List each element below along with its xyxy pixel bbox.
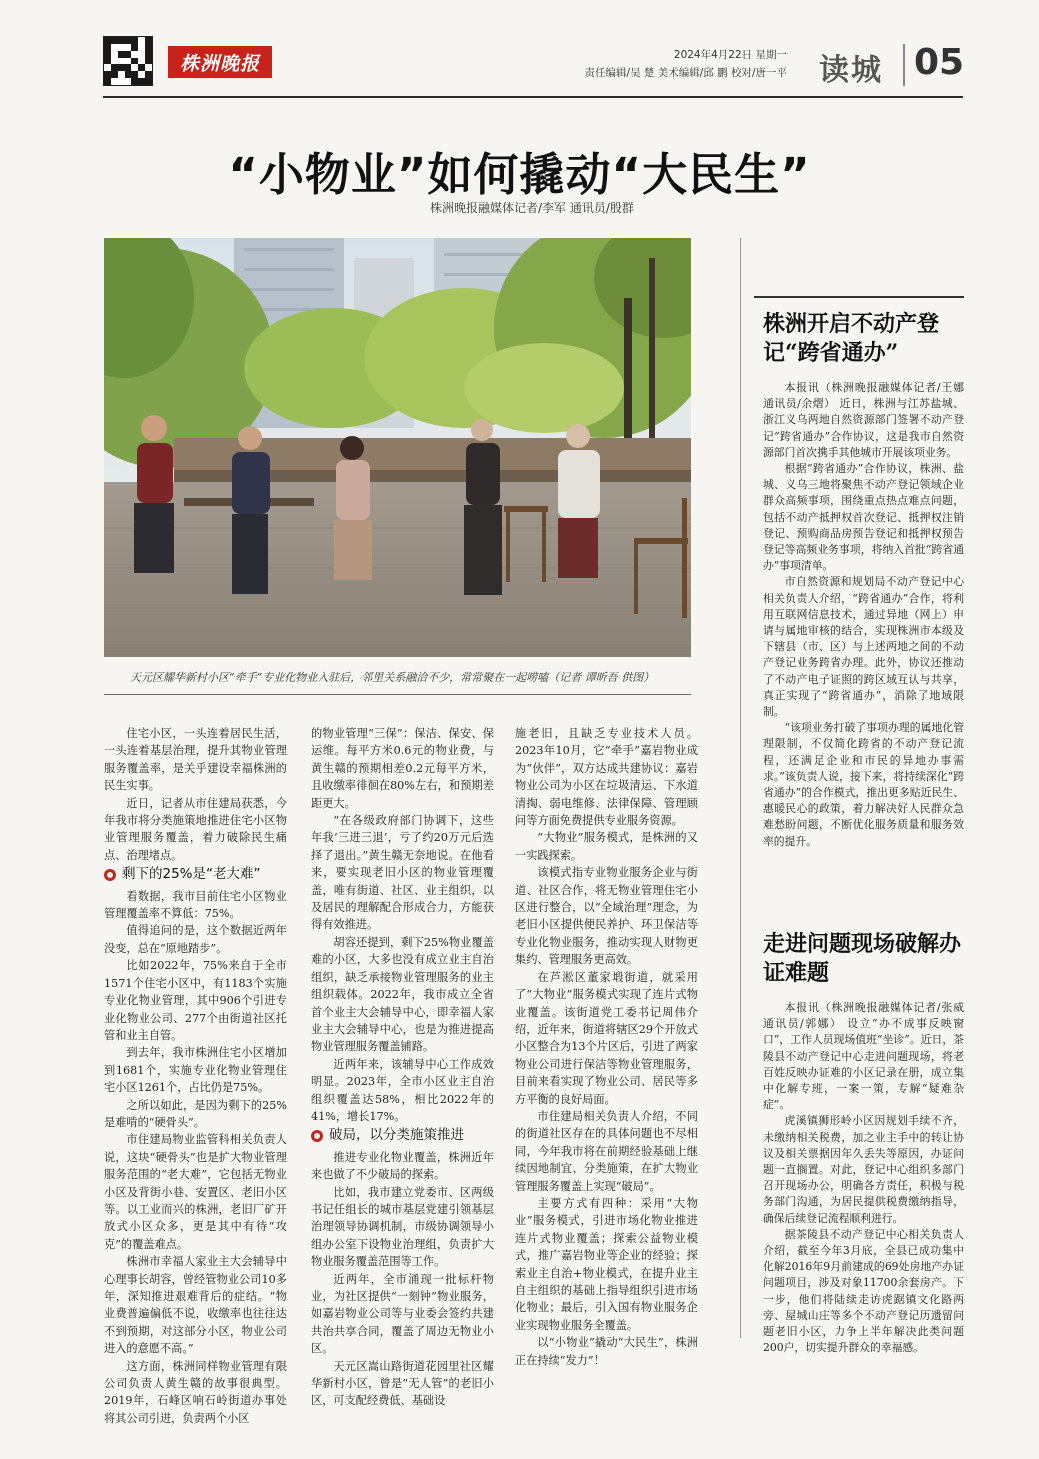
sidebar-article-2-title: 走进问题现场破解办证难题 [763,931,962,986]
qr-module [125,64,132,71]
date-line: 2024年4月22日 星期一 [673,49,787,61]
paragraph: 据茶陵县不动产登记中心相关负责人介绍，截至今年3月底，全县已成功集中化解2016年9月前建成的69处房地产办证问题项目，涉及对象11700余套房产。下一步，他们将陆续走访虎踞镇文化路两旁、屋城山庄等多个不动产登记历遗留问题老旧小区，力争上半年解决此类问题200户，切实提升群众的幸福感。 [763,1227,964,1355]
paragraph: 推进专业化物业覆盖，株洲近年来也做了不少破局的探索。 [311,1150,494,1182]
qr-module [111,58,118,65]
qr-module [145,64,152,71]
sidebar-top-rule [754,296,964,298]
qr-module [125,51,132,58]
editors-line: 责任编辑/吴 楚 美术编辑/邱 鹏 校对/唐一平 [584,67,787,79]
qr-module [131,78,138,85]
paragraph: 本报讯（株洲晚报融媒体记者/张威 通讯员/郭娜） 设立“办不成事反映窗口”，工作人员现场值班“坐诊”。近日，茶陵县不动产登记中心走进问题现场，将老百姓反映办证难的小区记录在册，成立集中化解专班，一案一策，专解“疑难杂症”。 [763,1001,964,1112]
qr-module [118,78,125,85]
qr-module [145,51,152,58]
masthead-text: 株洲晚报 [179,52,260,75]
qr-module [131,71,138,78]
subheading [104,866,287,883]
photo-caption: 天元区耀华新村小区“牵手”专业化物业入驻后，邻里关系融洽不少，常常聚在一起唠嗑（记者 谭昕吾 供图） [130,671,655,684]
qr-module [125,44,132,51]
qr-module [125,58,132,65]
sidebar-divider [740,238,741,1338]
qr-module [131,44,138,51]
qr-module [111,64,118,71]
header-separator [903,44,905,86]
paragraph: 近两年来，该辅导中心工作成效明显。2023年，全市小区业主自治组织覆盖达58%，相比2022年的41%，增长17%。 [311,1057,494,1123]
paragraph: 这方面，株洲同样物业管理有限公司负责人黄生赣的故事很典型。2019年，石峰区响石岭街道办事处将其公司引进，负责两个小区 [104,1359,287,1425]
section-name: 读城 [819,53,883,88]
qr-module [118,37,125,44]
paragraph: 市自然资源和规划局不动产登记中心相关负责人介绍，“跨省通办”合作，将利用互联网信息技术，通过异地（网上）申请与属地审核的结合，实现株洲市本级及下辖县（市、区）与上述两地之间的不动产登记业务跨省办理。此外，协议还推动了不动产电子证照的跨区域互认与共享，真正实现了“跨省通办”，消除了地域限制。 [763,575,964,719]
qr-module [131,58,138,65]
caption-divider [104,694,691,695]
qr-module [145,37,152,44]
paragraph: 该模式指专业物业服务企业与街道、社区合作，将无物业管理住宅小区进行整合，以“全域治理”理念，为老旧小区提供便民养护、环卫保洁等专业化物业服务，推动实现人财物更集约、管理服务更高效。 [515,866,698,967]
header-rule [103,96,963,98]
qr-module [138,78,145,85]
qr-module [125,37,132,44]
subheading-text: 破局，以分类施策推进 [329,1127,464,1144]
paragraph: 到去年，我市株洲住宅小区增加到1681个，实施专业化物业管理住宅小区1261个，占比仍是75%。 [104,1046,287,1095]
qr-module [118,64,125,71]
qr-module [131,51,138,58]
page-number: 05 [914,42,965,83]
qr-module [138,58,145,65]
qr-module [138,64,145,71]
qr-module [125,78,132,85]
sidebar-article-1-title: 株洲开启不动产登记“跨省通办” [763,311,940,366]
qr-module [145,58,152,65]
qr-module [104,51,111,58]
paragraph: “在各级政府部门协调下，这些年我‘三进三退’，亏了约20万元后选择了退出。”黄生赣无奈地说。在他看来，要实现老旧小区的物业管理覆盖，唯有街道、社区、业主组织，以及居民的理解配合形成合力，方能获得有效推进。 [311,814,494,932]
qr-module [104,78,111,85]
subheading [311,1127,494,1144]
sidebar-article-1-body [763,380,964,850]
qr-module [104,44,111,51]
paragraph: 住宅小区，一头连着居民生活，一头连着基层治理，提升其物业管理服务覆盖率，是关乎建设幸福株洲的民生实事。 [104,727,287,793]
qr-module [118,58,125,65]
paragraph: 的物业管理“三保”：保洁、保安、保运维。每平方米0.6元的物业费，与黄生赣的预期相差0.2元每平方米，且收缴率徘徊在80%左右，和预期差距更大。 [311,727,494,810]
paragraph: 看数据，我市目前住宅小区物业管理覆盖率不算低：75%。 [104,889,287,921]
paragraph: 虎溪镇狮形岭小区因规划手续不齐，未缴纳相关税费，加之业主手中的转让协议及相关票据因年久丢失等原因，办证问题一直搁置。对此，登记中心组织多部门召开现场办公，明确各方责任，积极与税务部门沟通，为居民提供税费缴纳指导，确保后续登记流程顺利进行。 [763,1114,964,1225]
qr-module [111,78,118,85]
qr-module [104,58,111,65]
qr-module [138,44,145,51]
qr-module [104,37,111,44]
paragraph: 比如2022年，75%来自于全市1571个住宅小区中，有1183个实施专业化物业管理，其中906个引进专业化物业公司、277个由街道社区托管和业主自管。 [104,959,287,1042]
paragraph: 以“小物业”撬动“大民生”，株洲正在持续“发力”！ [515,1336,698,1367]
paragraph: “该项业务打破了事项办理的属地化管理限制，不仅简化跨省的不动产登记流程，还满足企业和市民的异地办事需求。”该负责人说，接下来，将持续深化“跨省通办”的合作模式，推出更多贴近民生、惠暖民心的政策，着力解决好人民群众急难愁盼问题，不断优化服务质量和服务效率的提升。 [763,721,964,848]
subheading-text: 剩下的25%是“老大难” [122,866,261,883]
qr-module [138,71,145,78]
qr-module [138,37,145,44]
masthead-logo [168,46,272,78]
qr-module [145,44,152,51]
article-column-3 [515,725,698,1369]
paragraph: 近日，记者从市住建局获悉，今年我市将分类施策地推进住宅小区物业管理服务覆盖，着力破除民生痛点、治理堵点。 [104,796,287,862]
paragraph: 比如，我市建立党委市、区两级书记任组长的城市基层党建引领基层治理领导协调机制，市级协调领导小组办公室下设物业治理组，负责扩大物业服务覆盖范围等工作。 [311,1185,494,1269]
qr-module [131,64,138,71]
qr-module [104,71,111,78]
circle-bullet-icon [311,1130,323,1142]
qr-code-icon [103,36,153,86]
paragraph: 主要方式有四种：采用“大物业”服务模式，引进市场化物业推进连片式物业覆盖；探索公益物业模式，推广嘉岩物业等企业的经验；探索业主自治+物业模式，在提升业主自主组织的基础上指导组织引进市场化物业；最后，引入国有物业服务企业实现物业服务全覆盖。 [515,1196,698,1332]
qr-module [145,78,152,85]
qr-module [111,71,118,78]
article-headline: “小物业”如何撬动“大民生” [228,148,811,201]
paragraph: 天元区嵩山路街道花园里社区耀华新村小区，曾是“无人管”的老旧小区，可支配经费低、基础设 [311,1359,494,1408]
paragraph: “大物业”服务模式，是株洲的又一实践探索。 [515,831,698,862]
qr-module [118,44,125,51]
qr-module [125,71,132,78]
paragraph: 根据“跨省通办”合作协议，株洲、盐城、义乌三地将聚焦不动产登记领域企业群众高频事项，围绕重点热点难点问题，包括不动产抵押权首次登记、抵押权注销登记、预购商品房预告登记和抵押权预告登记等高频业务事项，将纳入首批“跨省通办”事项清单。 [763,462,964,573]
paragraph: 在芦淞区董家塅街道，就采用了“大物业”服务模式实现了连片式物业覆盖。该街道党工委书记周伟介绍，近年来，街道将辖区29个开放式小区整合为13个片区后，引进了两家物业公司进行保洁等物业管理服务，目前来看实现了物业公司、居民等多方平衡的良好局面。 [515,970,698,1106]
article-column-1 [104,725,287,1427]
circle-bullet-icon [104,869,116,881]
paragraph: 株洲市幸福人家业主大会辅导中心理事长胡容，曾经管物业公司10多年，深知推进艰难背后的症结。“物业费普遍偏低不说，收缴率也往往达不到预期，对这部分小区，物业公司进入的意愿不高。” [104,1255,287,1356]
qr-module [111,51,118,58]
paragraph: 施老旧，且缺乏专业技术人员。2023年10月，它“牵手”嘉岩物业成为“伙伴”，双方达成共建协议：嘉岩物业公司为小区在垃圾清运、下水道清掏、弱电维修、法律保障、管理顾问等方面免费提供专业服务资源。 [515,727,698,828]
paragraph: 市住建局物业监管科相关负责人说，这块“硬骨头”也是扩大物业管理服务范围的“老大难”，它包括无物业小区及背街小巷、安置区、老旧小区等。以工业而兴的株洲，老旧厂矿开放式小区众多，更是其中有待“攻克”的覆盖难点。 [104,1133,287,1251]
qr-module [145,71,152,78]
sidebar-article-2-body [763,1000,964,1356]
qr-module [111,37,118,44]
paragraph: 胡容还提到，剩下25%物业覆盖难的小区，大多也没有成立业主自治组织，缺乏承接物业管理服务的业主组织载体。2022年，我市成立全省首个业主大会辅导中心，即幸福人家业主大会辅导中心，也是为推进提高物业管理服务覆盖铺路。 [311,935,494,1054]
paragraph: 市住建局相关负责人介绍，不同的街道社区存在的具体问题也不尽相同，今年我市将在前期经验基础上继续因地制宜、分类施策，在扩大物业管理服务覆盖上实现“破局”。 [515,1109,698,1193]
qr-module [104,64,111,71]
paragraph: 之所以如此，是因为剩下的25%是难啃的“硬骨头”。 [104,1098,287,1129]
qr-module [131,37,138,44]
qr-module [111,44,118,51]
article-byline: 株洲晚报融媒体记者/李军 通讯员/殷群 [430,201,634,215]
paragraph: 本报讯（株洲晚报融媒体记者/王娜 通讯员/余熠） 近日，株洲与江苏盐城、浙江义乌两地自然资源部门签署不动产登记“跨省通办”合作协议，这是我市自然资源部门首次携手其他城市开展该项业务。 [763,381,964,459]
paragraph: 值得追问的是，这个数据近两年没变，总在“原地踏步”。 [104,924,287,955]
paragraph: 近两年，全市涌现一批标杆物业，为社区提供“一刻钟”物业服务，如嘉岩物业公司等与业委会签约共建共治共享合同，覆盖了周边无物业小区。 [311,1272,494,1356]
qr-module [138,51,145,58]
article-column-2 [311,725,494,1410]
qr-module [118,71,125,78]
article-photo [104,238,691,657]
qr-module [118,51,125,58]
